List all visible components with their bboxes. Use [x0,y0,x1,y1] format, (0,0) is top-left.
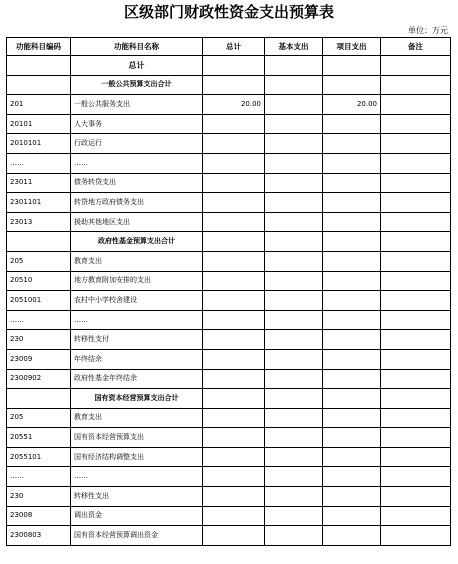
cell-code [7,389,71,409]
table-row [7,193,451,213]
cell-basic [265,487,323,507]
cell-code: 2051001 [7,291,71,311]
cell-project [323,134,381,154]
cell-basic [265,428,323,448]
cell-note [381,232,451,252]
table-row [7,251,451,271]
budget-table [6,37,451,546]
table-row [7,153,451,173]
cell-note [381,389,451,409]
cell-name: 国有资本经营预算支出 [71,428,203,448]
cell-note [381,408,451,428]
cell-name: 年终结余 [71,349,203,369]
cell-code: …… [7,153,71,173]
header-code: 功能科目编码 [7,38,71,56]
total-row [7,56,451,76]
cell-note [381,75,451,95]
cell-basic [265,467,323,487]
cell-code: 23011 [7,173,71,193]
cell-code: 205 [7,408,71,428]
cell-name: 国有资本经营预算调出资金 [71,526,203,546]
cell-basic [265,369,323,389]
cell-project [323,75,381,95]
cell-name: 政府性基金年终结余 [71,369,203,389]
cell-note [381,173,451,193]
cell-total [203,428,265,448]
cell-total [203,408,265,428]
cell-name: …… [71,467,203,487]
cell-basic [265,173,323,193]
cell-name: …… [71,310,203,330]
table-row [7,467,451,487]
cell-basic [265,447,323,467]
table-row [7,408,451,428]
cell-total [203,291,265,311]
cell-note [381,271,451,291]
cell-project [323,506,381,526]
cell-code: 20510 [7,271,71,291]
cell-project [323,56,381,76]
cell-name: 债务转贷支出 [71,173,203,193]
cell-basic [265,56,323,76]
cell-basic [265,193,323,213]
cell-name: 转移性支付 [71,330,203,350]
table-row [7,173,451,193]
cell-name: 国有经济结构调整支出 [71,447,203,467]
cell-total [203,526,265,546]
cell-name: 一般公共服务支出 [71,95,203,115]
cell-name: 教育支出 [71,251,203,271]
cell-name: 人大事务 [71,114,203,134]
cell-note [381,487,451,507]
cell-project [323,212,381,232]
section-row [7,389,451,409]
cell-basic [265,526,323,546]
cell-code: 230 [7,487,71,507]
cell-note [381,134,451,154]
cell-note [381,251,451,271]
cell-name: 农村中小学校舍建设 [71,291,203,311]
cell-project [323,291,381,311]
cell-total [203,114,265,134]
cell-name: 一般公共预算支出合计 [71,75,203,95]
cell-project [323,330,381,350]
cell-note [381,447,451,467]
cell-total [203,467,265,487]
cell-code: …… [7,467,71,487]
cell-note [381,193,451,213]
cell-name: 国有资本经营预算支出合计 [71,389,203,409]
cell-name: 援助其他地区支出 [71,212,203,232]
table-row [7,526,451,546]
cell-name: 总计 [71,56,203,76]
cell-code: 20551 [7,428,71,448]
cell-total [203,173,265,193]
cell-total [203,487,265,507]
table-row [7,310,451,330]
cell-code: 23013 [7,212,71,232]
cell-note [381,56,451,76]
cell-project: 20.00 [323,95,381,115]
cell-project [323,232,381,252]
cell-basic [265,114,323,134]
cell-name: 调出资金 [71,506,203,526]
table-row [7,95,451,115]
cell-basic [265,330,323,350]
table-row [7,271,451,291]
cell-basic [265,349,323,369]
cell-name: 转贷地方政府债务支出 [71,193,203,213]
cell-note [381,114,451,134]
cell-note [381,467,451,487]
header-note: 备注 [381,38,451,56]
table-row [7,369,451,389]
cell-total [203,212,265,232]
cell-name: 政府性基金预算支出合计 [71,232,203,252]
unit-label: 单位：万元 [408,26,448,35]
cell-project [323,271,381,291]
table-row [7,349,451,369]
cell-code: 2300803 [7,526,71,546]
cell-total [203,330,265,350]
cell-code: 23008 [7,506,71,526]
cell-total [203,75,265,95]
table-row [7,487,451,507]
cell-total [203,251,265,271]
table-row [7,447,451,467]
cell-code: 230 [7,330,71,350]
cell-basic [265,310,323,330]
header-total: 总计 [203,38,265,56]
cell-total [203,506,265,526]
cell-total [203,369,265,389]
cell-code [7,232,71,252]
cell-basic [265,134,323,154]
cell-project [323,349,381,369]
table-row [7,330,451,350]
cell-project [323,114,381,134]
cell-total [203,56,265,76]
cell-note [381,291,451,311]
header-project: 项目支出 [323,38,381,56]
cell-note [381,526,451,546]
cell-total [203,310,265,330]
cell-name: 教育支出 [71,408,203,428]
cell-basic [265,389,323,409]
table-body [7,56,451,546]
header-name: 功能科目名称 [71,38,203,56]
cell-project [323,173,381,193]
cell-note [381,330,451,350]
cell-note [381,349,451,369]
cell-code: 2300902 [7,369,71,389]
cell-project [323,389,381,409]
section-row [7,75,451,95]
cell-total [203,153,265,173]
cell-total [203,271,265,291]
cell-project [323,408,381,428]
section-row [7,232,451,252]
cell-project [323,193,381,213]
cell-basic [265,251,323,271]
cell-basic [265,153,323,173]
cell-code [7,56,71,76]
cell-basic [265,291,323,311]
cell-project [323,526,381,546]
cell-note [381,212,451,232]
cell-code: 20101 [7,114,71,134]
header-row [7,38,451,56]
cell-project [323,487,381,507]
table-row [7,114,451,134]
cell-code: 23009 [7,349,71,369]
cell-basic [265,212,323,232]
cell-basic [265,75,323,95]
cell-code: 2010101 [7,134,71,154]
cell-name: …… [71,153,203,173]
cell-project [323,369,381,389]
cell-total [203,134,265,154]
cell-code: 205 [7,251,71,271]
cell-basic [265,232,323,252]
cell-note [381,153,451,173]
cell-code: 2301101 [7,193,71,213]
table-row [7,212,451,232]
cell-total: 20.00 [203,95,265,115]
cell-name: 行政运行 [71,134,203,154]
cell-total [203,193,265,213]
cell-total [203,389,265,409]
header-basic: 基本支出 [265,38,323,56]
cell-project [323,251,381,271]
table-row [7,428,451,448]
cell-project [323,467,381,487]
cell-note [381,369,451,389]
cell-note [381,506,451,526]
cell-code [7,75,71,95]
cell-note [381,95,451,115]
cell-code: 201 [7,95,71,115]
cell-name: 地方教育附加安排的支出 [71,271,203,291]
cell-note [381,428,451,448]
cell-code: 2055101 [7,447,71,467]
page-title: 区级部门财政性资金支出预算表 [123,3,334,21]
cell-project [323,428,381,448]
cell-basic [265,506,323,526]
cell-project [323,310,381,330]
table-row [7,291,451,311]
table-row [7,506,451,526]
cell-basic [265,95,323,115]
table-row [7,134,451,154]
cell-code: …… [7,310,71,330]
cell-project [323,447,381,467]
cell-project [323,153,381,173]
cell-basic [265,408,323,428]
cell-total [203,349,265,369]
cell-basic [265,271,323,291]
cell-total [203,232,265,252]
cell-note [381,310,451,330]
cell-total [203,447,265,467]
cell-name: 转移性支出 [71,487,203,507]
